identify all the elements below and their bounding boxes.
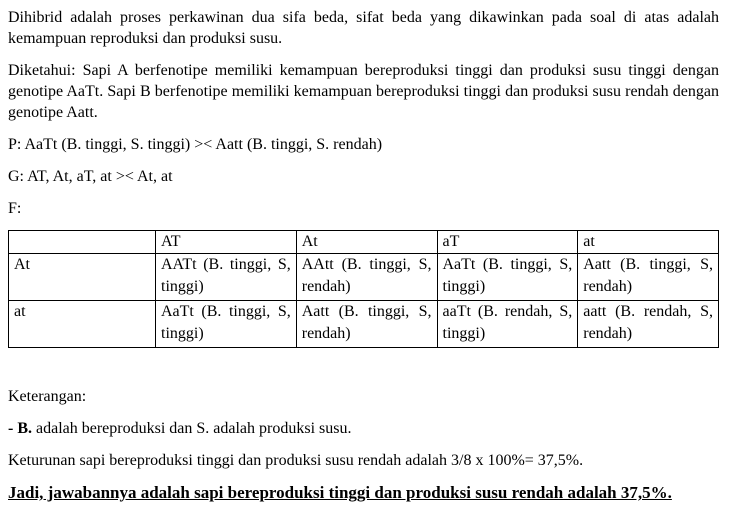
column-header-aT: aT xyxy=(437,231,578,254)
legend-text: adalah bereproduksi dan S. adalah produksi susu. xyxy=(32,420,352,437)
table-row xyxy=(9,254,719,301)
f-generation-label: F: xyxy=(8,200,22,217)
table-header-row xyxy=(9,231,719,254)
genotype-cell: aatt (B. rendah, S, rendah) xyxy=(578,301,719,348)
gametes-line: G: AT, At, aT, at >< At, at xyxy=(8,168,173,185)
genotype-cell: Aatt (B. tinggi, S, rendah) xyxy=(578,254,719,301)
row-header-at: at xyxy=(9,301,156,348)
genotype-cell: AaTt (B. tinggi, S, tinggi) xyxy=(156,301,297,348)
table-row xyxy=(9,301,719,348)
keterangan-heading: Keterangan: xyxy=(8,388,87,405)
intro-paragraph: Dihibrid adalah proses perkawinan dua sifa beda, sifat beda yang dikawinkan pada soal di atas adalah kemampuan reproduksi dan produksi susu. xyxy=(8,9,719,47)
genotype-cell: Aatt (B. tinggi, S, rendah) xyxy=(296,301,437,348)
parental-cross-line: P: AaTt (B. tinggi, S. tinggi) >< Aatt (B. tinggi, S. rendah) xyxy=(8,136,383,153)
column-header-AT: AT xyxy=(156,231,297,254)
punnett-square-table xyxy=(8,230,719,348)
genotype-cell: AATt (B. tinggi, S, tinggi) xyxy=(156,254,297,301)
row-header-At: At xyxy=(9,254,156,301)
genotype-cell: AAtt (B. tinggi, S, rendah) xyxy=(296,254,437,301)
genotype-cell: AaTt (B. tinggi, S, tinggi) xyxy=(437,254,578,301)
column-header-at: at xyxy=(578,231,719,254)
calculation-line: Keturunan sapi bereproduksi tinggi dan produksi susu rendah adalah 3/8 x 100%= 37,5%. xyxy=(8,452,584,469)
legend-bold-prefix: - B. xyxy=(8,420,32,437)
column-header-At: At xyxy=(296,231,437,254)
known-paragraph: Diketahui: Sapi A berfenotipe memiliki kemampuan bereproduksi tinggi dan produksi susu tinggi dengan genotipe AaTt. Sapi B berfenotipe memiliki kemampuan bereproduksi tinggi dan produksi susu rendah dengan genotipe Aatt. xyxy=(8,62,719,121)
legend-line xyxy=(8,418,719,439)
corner-cell xyxy=(9,231,156,254)
conclusion-line: Jadi, jawabannya adalah sapi bereproduksi tinggi dan produksi susu rendah adalah 37,5%. xyxy=(8,483,672,502)
genotype-cell: aaTt (B. rendah, S, tinggi) xyxy=(437,301,578,348)
